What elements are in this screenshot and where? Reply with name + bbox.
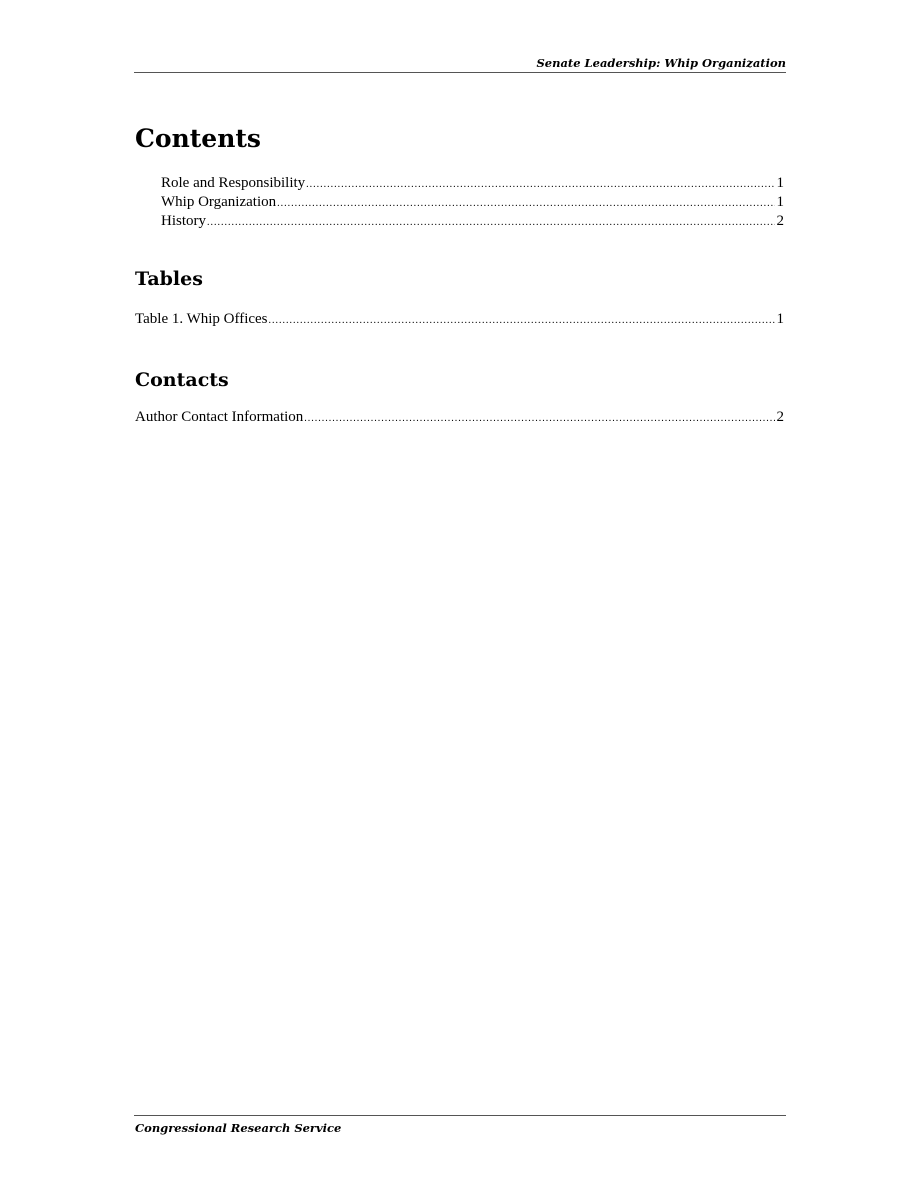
contacts-list	[135, 408, 784, 427]
tables-heading: Tables	[135, 268, 203, 290]
toc-entry-whip-organization[interactable]	[161, 193, 784, 212]
tables-list	[135, 310, 784, 329]
dot-leader	[306, 175, 774, 194]
contents-list	[161, 174, 784, 231]
toc-entry-history[interactable]	[161, 212, 784, 231]
dot-leader	[277, 194, 774, 213]
contacts-heading: Contacts	[135, 369, 229, 391]
running-title: Senate Leadership: Whip Organization	[536, 56, 786, 70]
toc-entry-author-contact-information[interactable]	[135, 408, 784, 427]
toc-entry-page: 2	[776, 213, 784, 229]
toc-entry-title: Role and Responsibility	[161, 175, 306, 191]
toc-entry-title: Table 1. Whip Offices	[135, 311, 268, 327]
toc-entry-page: 1	[776, 194, 784, 210]
footer-organization: Congressional Research Service	[135, 1121, 342, 1135]
toc-entry-page: 1	[776, 311, 784, 327]
toc-entry-title: Whip Organization	[161, 194, 277, 210]
contents-heading: Contents	[135, 124, 262, 153]
toc-entry-title: History	[161, 213, 206, 229]
toc-entry-title: Author Contact Information	[135, 409, 304, 425]
page-header	[134, 55, 786, 73]
toc-entry-table-1[interactable]	[135, 310, 784, 329]
dot-leader	[207, 213, 775, 232]
dot-leader	[304, 409, 774, 428]
toc-entry-page: 2	[776, 409, 784, 425]
dot-leader	[269, 311, 775, 330]
toc-entry-role-and-responsibility[interactable]	[161, 174, 784, 193]
page-footer	[134, 1115, 786, 1135]
toc-entry-page: 1	[776, 175, 784, 191]
